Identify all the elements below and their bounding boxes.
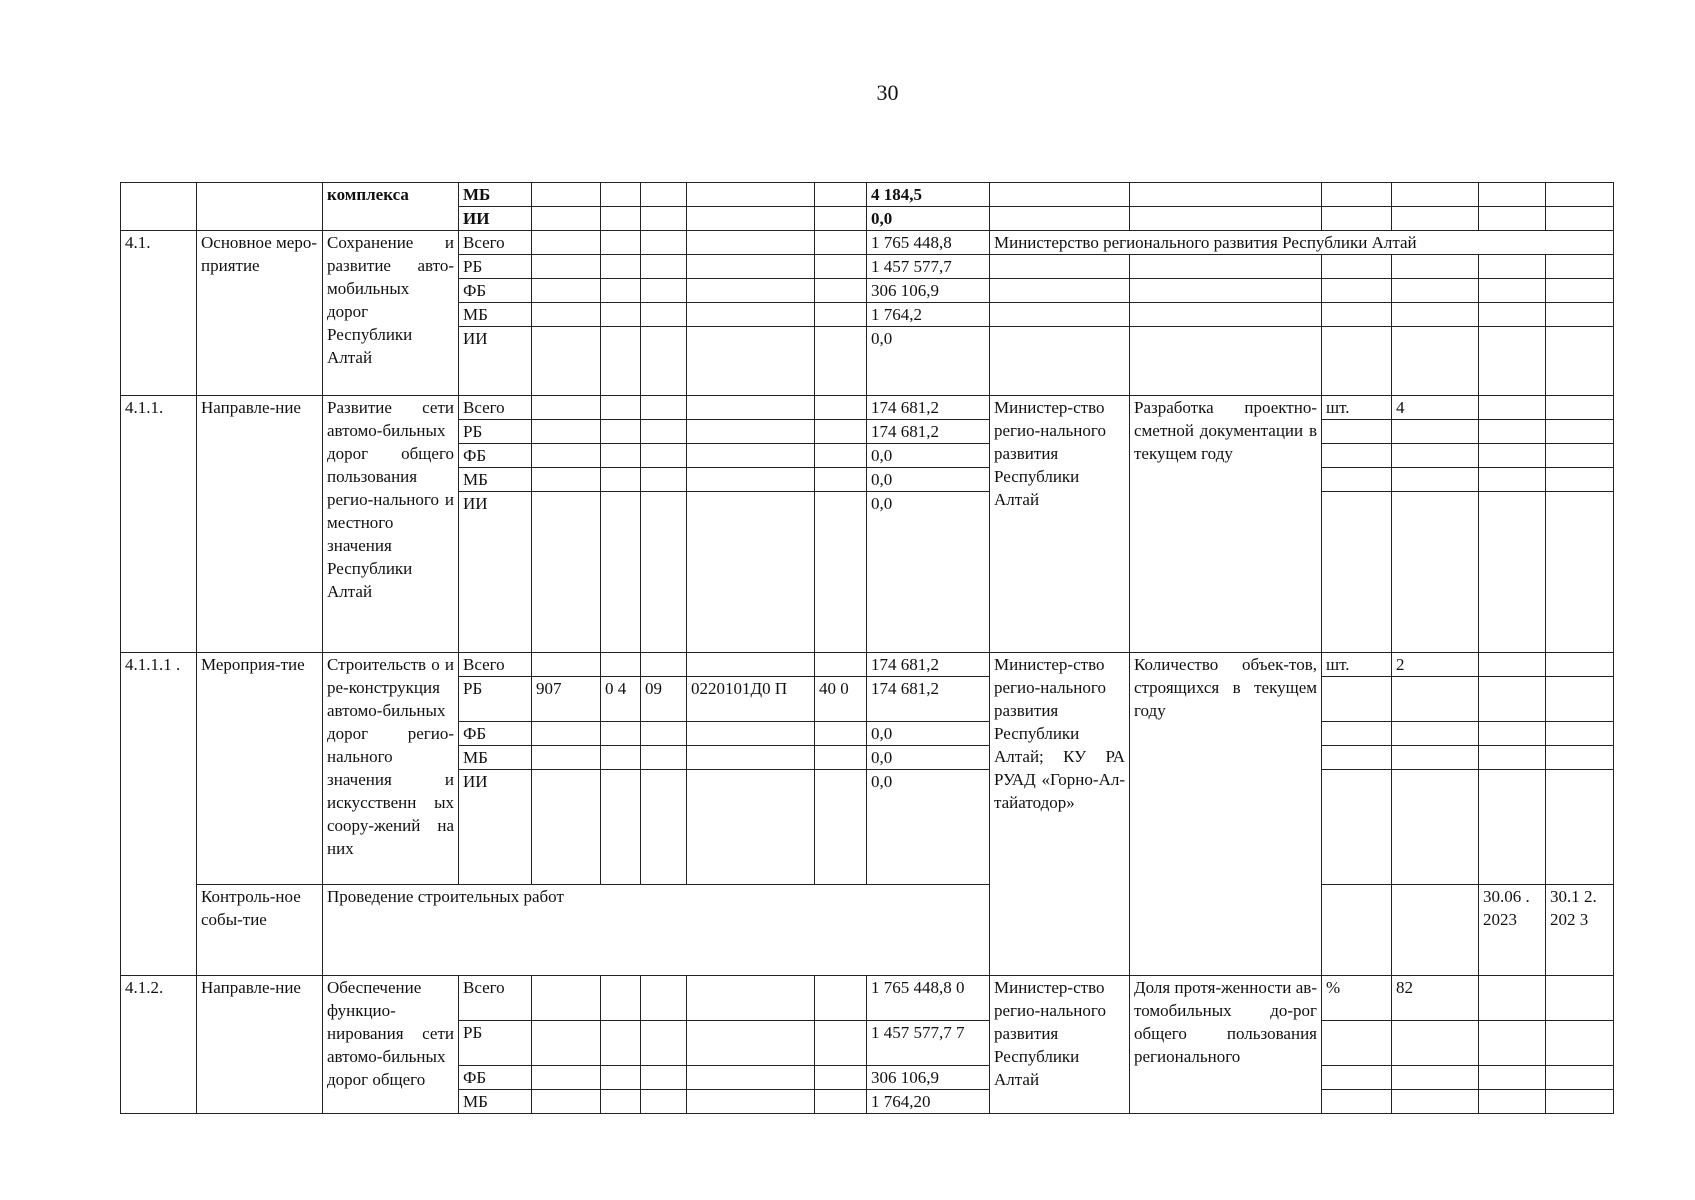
amount-cell: 306 106,9: [867, 1066, 990, 1090]
source-cell: Всего: [459, 396, 532, 420]
amount-cell: 1 765 448,8: [867, 231, 990, 255]
table-row: [121, 231, 1614, 255]
item-number: 4.1.2.: [121, 976, 197, 1114]
item-type: Направле-ние: [197, 976, 323, 1114]
source-cell: МБ: [459, 746, 532, 770]
executor-cell: Министер-ство регио-нального развития Республики Алтай; КУ РА РУАД «Горно-Ал-тайатодор»: [990, 653, 1130, 976]
page-number: 30: [876, 80, 899, 105]
unit-cell: шт.: [1322, 396, 1392, 420]
item-number: 4.1.1.: [121, 396, 197, 653]
amount-cell: 306 106,9: [867, 279, 990, 303]
table-row: [121, 183, 1614, 207]
source-cell: Всего: [459, 231, 532, 255]
control-event-end: 30.1 2. 202 3: [1546, 885, 1614, 976]
amount-cell: 174 681,2: [867, 677, 990, 722]
source-cell: Всего: [459, 976, 532, 1021]
amount-cell: 174 681,2: [867, 396, 990, 420]
amount-cell: 174 681,2: [867, 653, 990, 677]
item-name: Строительств о и ре-конструкция автомо-бильных дорог регио-нального значения и искусственн ых соору-жений на них: [323, 653, 459, 885]
source-cell: РБ: [459, 1021, 532, 1066]
indicator-cell: Количество объек-тов, строящихся в текущем году: [1130, 653, 1322, 976]
value-cell: 4: [1392, 396, 1479, 420]
amount-cell: 174 681,2: [867, 420, 990, 444]
grbs-cell: 907: [532, 677, 601, 722]
item-type: Направле-ние: [197, 396, 323, 653]
amount-cell: 0,0: [867, 770, 990, 885]
value-cell: 2: [1392, 653, 1479, 677]
table-row: [121, 885, 1614, 976]
source-cell: ФБ: [459, 279, 532, 303]
program-table: [120, 182, 1614, 1114]
amount-cell: 0,0: [867, 492, 990, 653]
table-row: [121, 396, 1614, 420]
item-name: Обеспечение функцио-нирования сети автомо-бильных дорог общего: [323, 976, 459, 1114]
source-cell: ФБ: [459, 444, 532, 468]
amount-cell: 1 765 448,8 0: [867, 976, 990, 1021]
indicator-cell: Разработка проектно-сметной документации в текущем году: [1130, 396, 1322, 653]
table-row: [121, 976, 1614, 1021]
item-number: 4.1.1.1 .: [121, 653, 197, 976]
amount-cell: 1 764,20: [867, 1090, 990, 1114]
source-cell: ИИ: [459, 207, 532, 231]
source-cell: РБ: [459, 677, 532, 722]
item-type: Мероприя-тие: [197, 653, 323, 885]
amount-cell: 0,0: [867, 468, 990, 492]
source-cell: МБ: [459, 303, 532, 327]
indicator-cell: Доля протя-женности ав-томобильных до-рог общего пользования регионального: [1130, 976, 1322, 1114]
amount-cell: 0,0: [867, 722, 990, 746]
amount-cell: 0,0: [867, 207, 990, 231]
item-number: 4.1.: [121, 231, 197, 396]
source-cell: ФБ: [459, 722, 532, 746]
item-type: Основное меро-приятие: [197, 231, 323, 396]
control-event-name: Проведение строительных работ: [323, 885, 990, 976]
unit-cell: шт.: [1322, 653, 1392, 677]
executor-cell: Министер-ство регио-нального развития Республики Алтай: [990, 976, 1130, 1114]
executor-cell: Министерство регионального развития Республики Алтай: [990, 231, 1614, 255]
item-name: Развитие сети автомо-бильных дорог общего пользования регио-нального и местного значения Республики Алтай: [323, 396, 459, 653]
amount-cell: 0,0: [867, 746, 990, 770]
item-name: Сохранение и развитие авто-мобильных дорог Республики Алтай: [323, 231, 459, 396]
item-name: комплекса: [323, 183, 459, 231]
source-cell: МБ: [459, 183, 532, 207]
source-cell: МБ: [459, 468, 532, 492]
executor-cell: Министер-ство регио-нального развития Республики Алтай: [990, 396, 1130, 653]
control-event-start: 30.06 . 2023: [1479, 885, 1546, 976]
amount-cell: 0,0: [867, 327, 990, 396]
value-cell: 82: [1392, 976, 1479, 1021]
source-cell: Всего: [459, 653, 532, 677]
unit-cell: %: [1322, 976, 1392, 1021]
rz-cell: 0 4: [601, 677, 641, 722]
amount-cell: 4 184,5: [867, 183, 990, 207]
amount-cell: 0,0: [867, 444, 990, 468]
amount-cell: 1 764,2: [867, 303, 990, 327]
source-cell: МБ: [459, 1090, 532, 1114]
table-row: [121, 653, 1614, 677]
control-event-type: Контроль-ное собы-тие: [197, 885, 323, 976]
source-cell: РБ: [459, 420, 532, 444]
amount-cell: 1 457 577,7 7: [867, 1021, 990, 1066]
source-cell: РБ: [459, 255, 532, 279]
vr-cell: 40 0: [815, 677, 867, 722]
csr-cell: 0220101Д0 П: [687, 677, 815, 722]
source-cell: ИИ: [459, 327, 532, 396]
pr-cell: 09: [641, 677, 687, 722]
source-cell: ИИ: [459, 770, 532, 885]
source-cell: ФБ: [459, 1066, 532, 1090]
amount-cell: 1 457 577,7: [867, 255, 990, 279]
source-cell: ИИ: [459, 492, 532, 653]
